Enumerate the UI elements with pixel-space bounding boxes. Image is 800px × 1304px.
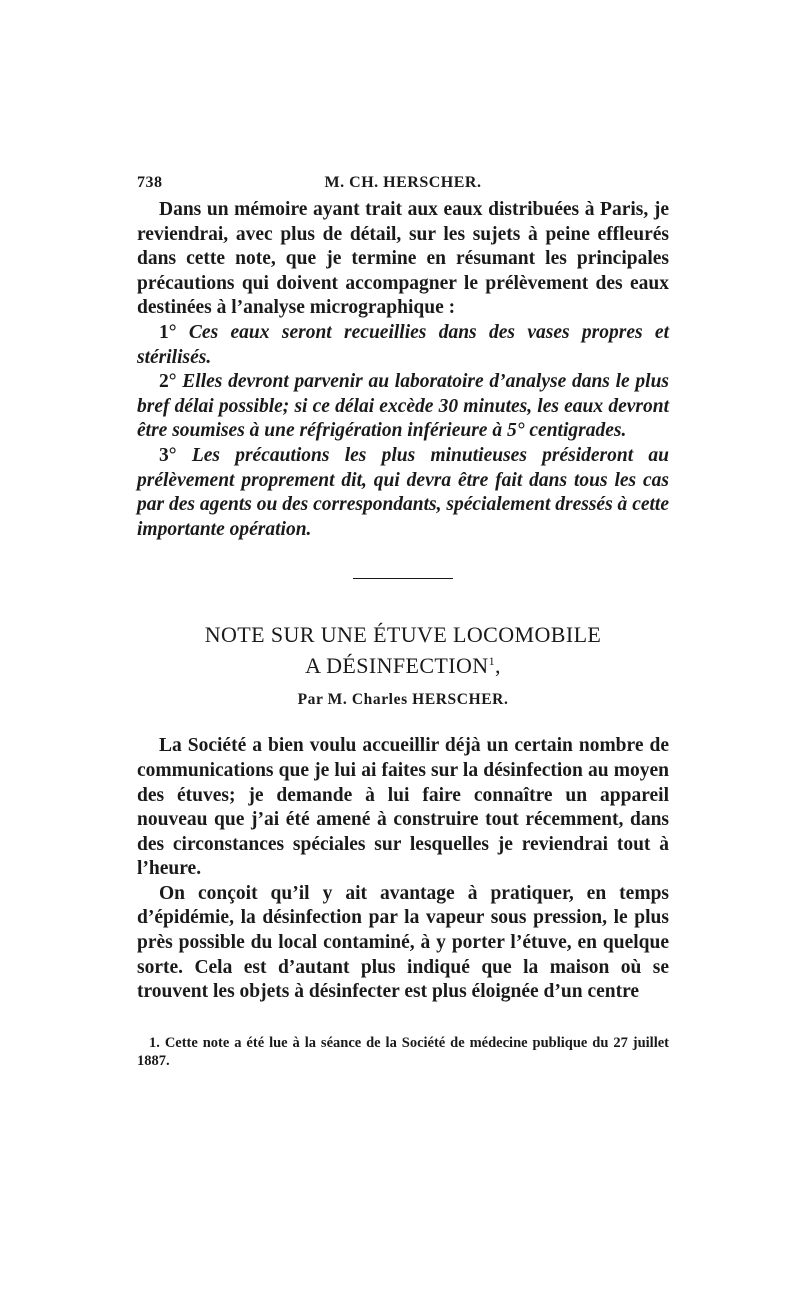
article-title	[137, 619, 669, 681]
precaution-item	[137, 370, 669, 444]
body-paragraph: On conçoit qu’il y ait avantage à pratiquer, en temps d’épidémie, la désinfection par la vapeur sous pression, le plus près possible du local contaminé, à y porter l’étuve, en quelque sorte. Cela est d’autant plus indiqué que la maison où se trouvent les objets à désinfecter est plus éloignée d’un centre	[137, 882, 669, 1003]
precaution-number: 2°	[159, 371, 177, 393]
intro-paragraph: Dans un mémoire ayant trait aux eaux distribuées à Paris, je reviendrai, avec plus de détail, sur les sujets à peine effleurés dans cette note, que je termine en résumant les principales précautions qui doivent accompagner le prélèvement des eaux destinées à l’analyse micrographique :	[137, 199, 669, 319]
document-page	[137, 170, 669, 1070]
precaution-number: 3°	[159, 444, 177, 466]
footnote-number: 1.	[149, 1034, 160, 1051]
precaution-item	[137, 444, 669, 542]
body-paragraph: La Société a bien voulu accueillir déjà un certain nombre de communications que je lui ai faites sur la désinfection au moyen des étuves; je demande à lui faire connaître un appareil nouveau que j’ai été amené à construire tout récemment, dans des circonstances spéciales sur lesquelles je reviendrai tout à l’heure.	[137, 735, 669, 880]
footnote-marker: 1	[488, 654, 495, 669]
precaution-text: Ces eaux seront recueillies dans des vases propres et stérilisés.	[137, 321, 670, 368]
article-title-line2-text: A DÉSINFECTION	[305, 653, 489, 679]
precaution-number: 1°	[159, 321, 177, 343]
precaution-text: Elles devront parvenir au laboratoire d’analyse dans le plus bref délai possible; si ce délai excède 30 minutes, les eaux devront être soumises à une réfrigération inférieure à 5° centigrades.	[137, 371, 670, 442]
article-body	[137, 734, 669, 1005]
running-title: M. CH. HERSCHER.	[324, 174, 482, 191]
article-title-line1: NOTE SUR UNE ÉTUVE LOCOMOBILE	[204, 622, 602, 648]
footnote	[137, 1034, 669, 1070]
precaution-text: Les précautions les plus minutieuses présideront au prélèvement proprement dit, qui devra être fait dans tous les cas par des agents ou des correspondants, spécialement dressés à cette importante opération.	[137, 444, 669, 540]
page-number: 738	[137, 174, 163, 191]
byline: Par M. Charles HERSCHER.	[297, 691, 509, 709]
article-title-punct: ,	[494, 653, 501, 679]
precaution-item	[137, 321, 669, 370]
footnote-text: Cette note a été lue à la séance de la Société de médecine publique du 27 juillet 1887.	[137, 1034, 669, 1069]
article-title-line2	[137, 650, 669, 681]
section-separator	[353, 578, 453, 579]
running-head	[137, 170, 669, 198]
